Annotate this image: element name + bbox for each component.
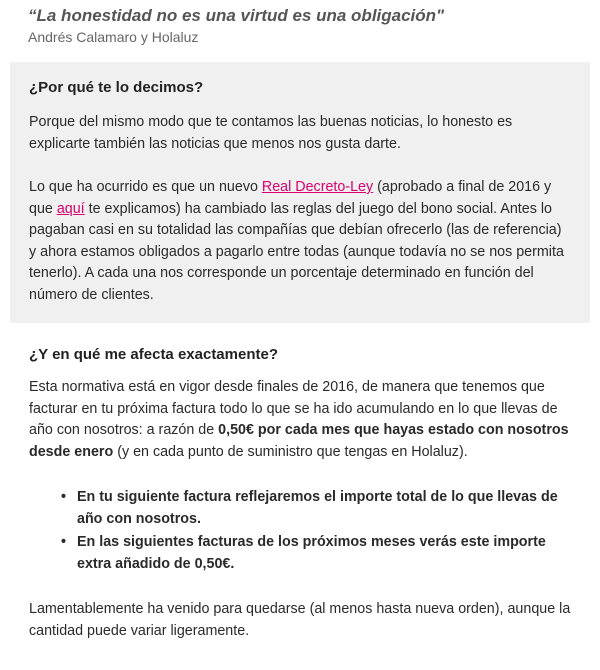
bullet-text: En las siguientes facturas de los próximos meses verás este importe extra añadido de 0,50€. [77,534,546,572]
real-decreto-ley-link[interactable]: Real Decreto-Ley [261,179,374,195]
effect-heading: ¿Y en qué me afecta exactamente? [29,346,278,363]
quote-author: Andrés Calamaro y Holaluz [28,29,199,45]
why-paragraph-2-text-c: te explicamos) ha cambiado las reglas del juego del bono social. Antes lo pagaban casi en su totalidad las compañías que debían ofrecerlo (las de referencia) y ahora estamos obligados a pagarlo entre todas (aunque todavía no se nos permita tenerlo). A cada una nos corresponde un porcentaje determinado en función del número de clientes. [29,200,564,303]
why-paragraph-1: Porque del mismo modo que te contamos las buenas noticias, lo honesto es explicarte también las noticias que menos nos gusta darte. [29,114,513,152]
effect-paragraph-text-a: Esta normativa está en vigor desde finales de 2016, de manera que tenemos que facturar en tu próxima factura todo lo que se ha ido acumulando en lo que llevas de año con nosotros: a razón de [29,379,558,438]
effect-section [10,338,590,642]
list-item [61,532,572,575]
closing-paragraph: Lamentablemente ha venido para quedarse (al menos hasta nueva orden), aunque la cantidad puede variar ligeramente. [29,601,571,639]
effect-paragraph-text-b: (y en cada punto de suministro que tengas en Holaluz). [113,443,468,460]
quote-block [0,0,600,46]
bullet-text: En tu siguiente factura reflejaremos el importe total de lo que llevas de año con nosotros. [77,489,558,527]
why-section [10,62,590,323]
quote-text: “La honestidad no es una virtud es una obligación" [28,6,445,25]
why-paragraph-2 [29,177,572,306]
bullet-icon: • [61,489,67,505]
effect-paragraph [29,377,572,463]
effect-paragraph-bold: 0,50€ por cada mes que hayas estado con nosotros desde enero [29,422,569,460]
effect-bullet-list [29,487,572,575]
aqui-link[interactable]: aquí [56,200,85,217]
why-paragraph-2-text-a: Lo que ha ocurrido es que un nuevo [29,179,262,195]
bullet-icon: • [61,534,67,550]
why-paragraph-2-text-b: (aprobado a final de 2016 y que [29,179,552,217]
why-heading: ¿Por qué te lo decimos? [29,79,204,96]
list-item [61,487,572,530]
